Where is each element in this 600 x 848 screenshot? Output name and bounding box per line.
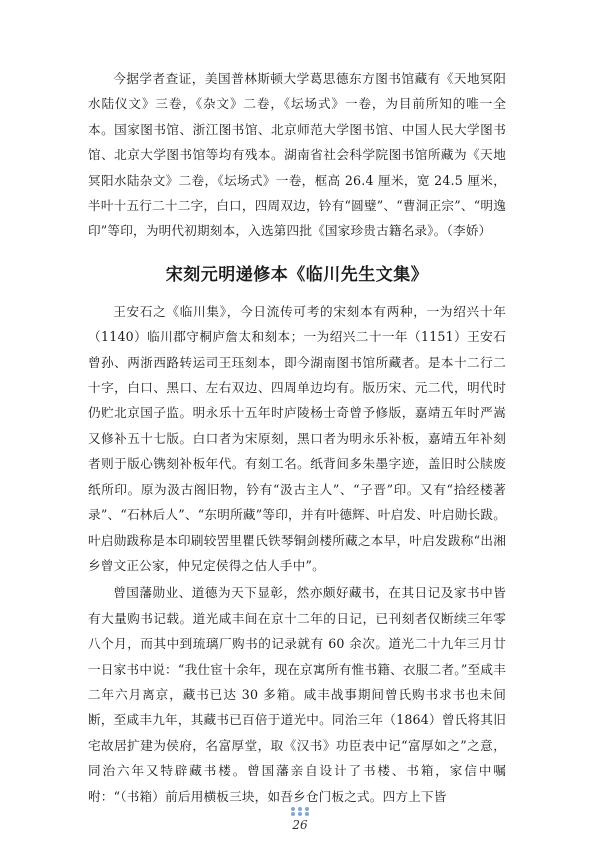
page-content — [88, 66, 506, 809]
section-title: 宋刻元明递修本《临川先生文集》 — [165, 264, 429, 285]
paragraph-zeng-guofan: 曾国藩勋业、道德为天下显彰，然亦颇好藏书，在其日记及家书中皆有大量购书记载。道光咸丰间在京十二年的日记，已刊刻者仅断续三年零八个月，而其中到琉璃厂购书的记录就有 60 余次。道光二十九年三月廿一日家书中说：“我仕宦十余年，现在京寓所有惟书籍、衣服二者。”至咸丰二年六月离京，藏书已达 30 多箱。咸丰战事期间曾氏购书求书也未间断，至咸丰九年，其藏书已百倍于道光中。同治三年（1864）曾氏将其旧宅故居扩建为侯府，名富厚堂，取《汉书》功臣表中记“富厚如之”之意，同治六年又特辟藏书楼。曾国藩亲自设计了书楼、书箱，家信中嘱咐：“（书箱）前后用横板三块，如吾乡仓门板之式。四方上下皆 — [88, 585, 506, 804]
footer-dots-icon — [291, 807, 309, 816]
paragraph-linchuan: 王安石之《临川集》，今日流传可考的宋刻本有两种，一为绍兴十年（1140）临川郡守桐庐詹太和刻本；一为绍兴二十一年（1151）王安石曾孙、两浙西路转运司王珏刻本，即今湖南图书馆所藏者。是本十二行二十字，白口、黑口、左右双边、四周单边均有。版历宋、元二代，明代时仍贮北京国子监。明永乐十五年时庐陵杨士奇曾予修版，嘉靖五年时严嵩又修补五十七版。白口者为宋原刻，黑口者为明永乐补板，嘉靖五年补刻者则于版心镌刻补板年代。有刻工名。纸背间多朱墨字迹，盖旧时公牍废纸所印。原为汲古阁旧物，钤有“汲古主人”、“子晋”印。又有“拾经楼著录”、“石林后人”、“东明所藏”等印，并有叶德辉、叶启发、叶启勋长跋。叶启勋跋称是本印刷较罟里瞿氏铁琴铜剑楼所藏之本早，叶启发跋称“出湘乡曾文正公家，仲兄定侯得之估人手中”。 — [88, 303, 506, 573]
page-number: 26 — [292, 818, 308, 832]
page-footer — [0, 796, 600, 832]
paragraph-intro: 今据学者查证，美国普林斯顿大学葛思德东方图书馆藏有《天地冥阳水陆仪文》三卷，《杂文》二卷，《坛场式》一卷，为目前所知的唯一全本。国家图书馆、浙江图书馆、北京师范大学图书馆、中国人民大学图书馆、北京大学图书馆等均有残本。湖南省社会科学院图书馆所藏为《天地冥阳水陆杂文》二卷，《坛场式》一卷，框高 26.4 厘米，宽 24.5 厘米，半叶十五行二十二字，白口，四周双边，钤有“圆璧”、“曹洞正宗”、“明逸印”等印，为明代初期刻本，入选第四批《国家珍贵古籍名录》。（李娇） — [88, 71, 506, 239]
